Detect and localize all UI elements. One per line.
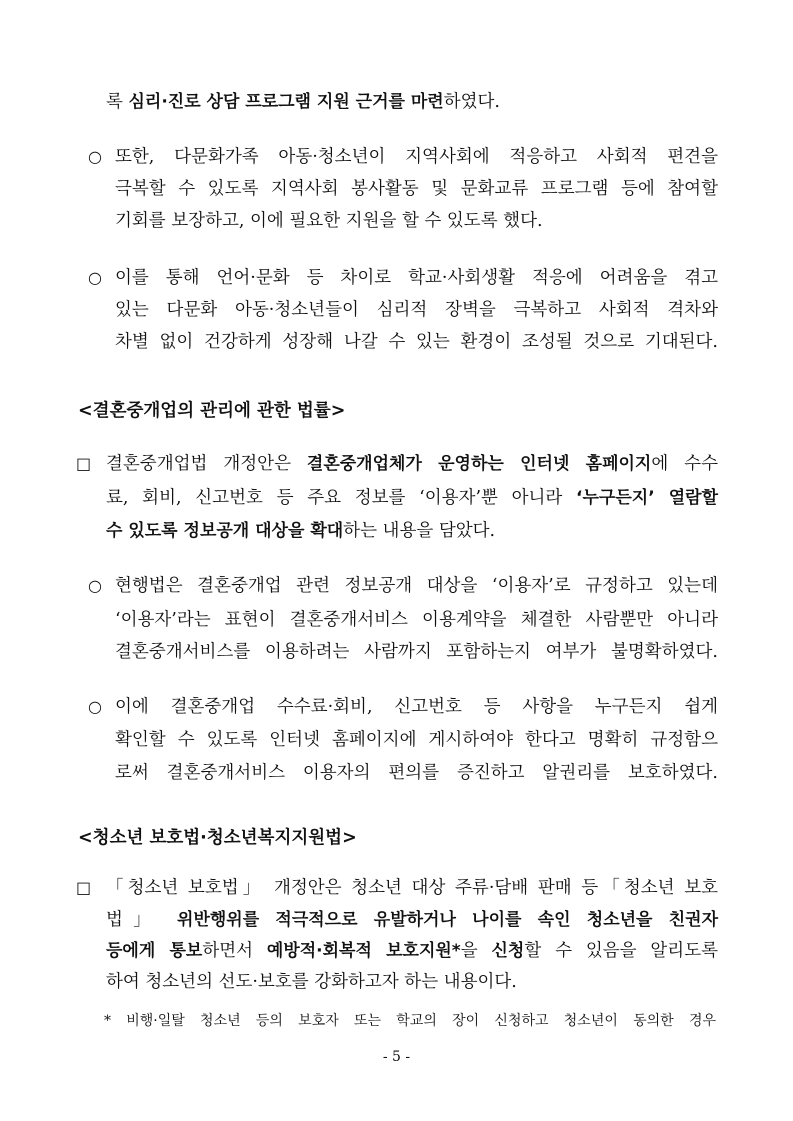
paragraph-line: 차별 없이 건강하게 성장해 나갈 수 있는 환경이 조성될 것으로 기대된다. [115, 332, 718, 352]
square-bullet-icon: □ [76, 878, 92, 897]
circle-bullet-icon: ○ [88, 697, 102, 716]
paragraph-line [106, 517, 566, 545]
bold-text-run: ‘누구든지’ 열람할 [576, 488, 718, 508]
bold-text-run: 수 있도록 정보공개 대상을 확대 [106, 521, 344, 541]
paragraph-line: 확인할 수 있도록 인터넷 홈페이지에 게시하여야 한다고 명확히 규정함으 [115, 730, 718, 750]
bold-text-run: 등에게 통보 [106, 941, 203, 961]
paragraph-line [106, 450, 718, 478]
text-run: 하면서 [202, 941, 267, 961]
footnote: * 비행·일탈 청소년 등의 보호자 또는 학교의 장이 신청하고 청소년이 동의한 경우 [104, 1013, 716, 1029]
paragraph-line: 하여 청소년의 선도·보호를 강화하고자 하는 내용이다. [106, 972, 517, 992]
paragraph-line [106, 906, 718, 934]
text-run: 할 수 있음을 알리도록 [524, 941, 719, 961]
paragraph-line: 이에 결혼중개업 수수료·회비, 신고번호 등 사항을 누구든지 쉽게 [115, 697, 718, 717]
paragraph-line: 결혼중개서비스를 이용하려는 사람까지 포함하는지 여부가 불명확하였다. [115, 642, 718, 662]
square-bullet-icon: □ [76, 454, 92, 473]
text-run: 결혼중개업법 개정안은 [106, 454, 307, 474]
text-run: 을 [460, 941, 492, 961]
bold-text-run: 위반행위를 적극적으로 유발하거나 나이를 속인 청소년을 친권자 [177, 910, 719, 930]
circle-bullet-icon: ○ [88, 147, 102, 166]
text-run: 법」 [106, 910, 178, 930]
page-number: - 5 - [382, 1049, 411, 1065]
circle-bullet-icon: ○ [88, 576, 102, 595]
paragraph-line [106, 484, 718, 512]
paragraph-line [106, 937, 718, 965]
paragraph-line: 기회를 보장하고, 이에 필요한 지원을 할 수 있도록 했다. [115, 211, 543, 231]
section-heading: <청소년 보호법·청소년복지지원법> [78, 828, 357, 848]
paragraph-line: 있는 다문화 아동·청소년들이 심리적 장벽을 극복하고 사회적 격차와 [115, 300, 718, 320]
paragraph-continuation [106, 88, 566, 116]
circle-bullet-icon: ○ [88, 268, 102, 287]
text-run: 록 [106, 92, 129, 112]
bold-text-run: 예방적·회복적 보호지원* [266, 941, 461, 961]
paragraph-line: ‘이용자’라는 표현이 결혼중개서비스 이용계약을 체결한 사람뿐만 아니라 [115, 610, 718, 630]
text-run: 료, 회비, 신고번호 등 주요 정보를 ‘이용자’뿐 아니라 [106, 488, 577, 508]
paragraph-line: 로써 결혼중개서비스 이용자의 편의를 증진하고 알권리를 보호하였다. [115, 763, 718, 783]
paragraph-line: 극복할 수 있도록 지역사회 봉사활동 및 문화교류 프로그램 등에 참여할 [115, 179, 718, 199]
paragraph-line: 「청소년 보호법」 개정안은 청소년 대상 주류·담배 판매 등「청소년 보호 [106, 878, 718, 898]
text-run: 하였다. [443, 92, 500, 112]
bold-text-run: 심리·진로 상담 프로그램 지원 근거를 마련 [128, 92, 444, 112]
paragraph-line: 또한, 다문화가족 아동·청소년이 지역사회에 적응하고 사회적 편견을 [115, 147, 718, 167]
bold-text-run: 신청 [491, 941, 525, 961]
bold-text-run: 결혼중개업체가 운영하는 인터넷 홈페이지 [306, 454, 652, 474]
text-run: 하는 내용을 담았다. [343, 521, 496, 541]
text-run: 에 수수 [651, 454, 718, 474]
paragraph-line: 이를 통해 언어·문화 등 차이로 학교·사회생활 적응에 어려움을 겪고 [115, 268, 718, 288]
section-heading: <결혼중개업의 관리에 관한 법률> [78, 401, 346, 421]
paragraph-line: 현행법은 결혼중개업 관련 정보공개 대상을 ‘이용자’로 규정하고 있는데 [115, 576, 718, 596]
